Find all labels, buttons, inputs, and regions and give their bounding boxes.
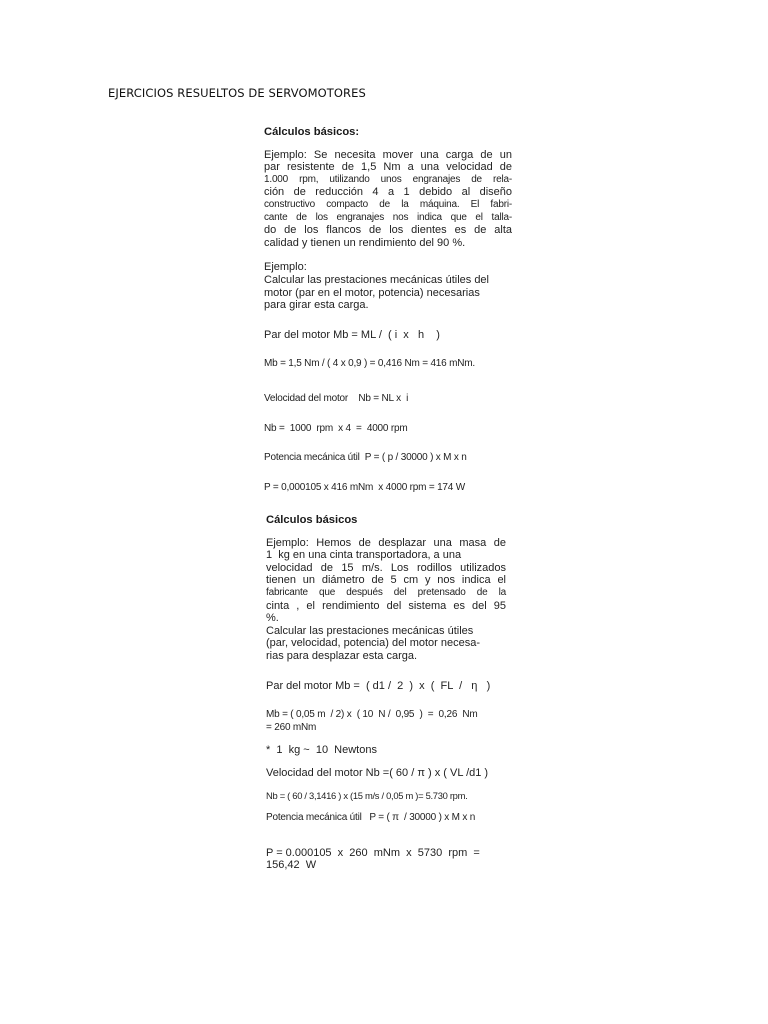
example-paragraph — [264, 149, 512, 250]
text-line: Calcular las prestaciones mecánicas útiles del — [264, 273, 489, 286]
formula-line: Velocidad del motor Nb = NL x i — [264, 392, 409, 404]
formula-line: = 260 mNm — [266, 721, 317, 733]
text-line: 1.000 rpm, utilizando unos engranajes de rela- — [264, 173, 512, 185]
text-line: ción de reducción 4 a 1 debido al diseño — [264, 186, 512, 199]
formula-line: Velocidad del motor Nb =( 60 / π ) x ( VL /d1 ) — [266, 766, 489, 779]
formula-line: Par del motor Mb = ML / ( i x h ) — [264, 328, 440, 341]
formula-line: 156,42 W — [266, 859, 317, 872]
text-line: do de los flancos de los dientes es de alta — [264, 224, 512, 237]
formula-line: P = 0,000105 x 416 mNm x 4000 rpm = 174 W — [264, 481, 465, 493]
calculation-section-1 — [264, 126, 512, 494]
text-line: velocidad de 15 m/s. Los rodillos utilizados — [266, 561, 506, 574]
formula-line: P = 0.000105 x 260 mNm x 5730 rpm = — [266, 846, 480, 859]
formula-line: Potencia mecánica útil P = ( π / 30000 ) x M x n — [266, 812, 476, 824]
text-line: cinta , el rendimiento del sistema es del 95 — [266, 599, 506, 612]
text-line: Ejemplo: — [264, 261, 307, 274]
text-line: tienen un diámetro de 5 cm y nos indica el — [266, 574, 506, 587]
text-line: Ejemplo: Hemos de desplazar una masa de — [266, 536, 506, 549]
section-heading: Cálculos básicos — [266, 514, 358, 526]
formula-line: Mb = 1,5 Nm / ( 4 x 0,9 ) = 0,416 Nm = 416 mNm. — [264, 358, 475, 370]
task-paragraph — [264, 261, 512, 311]
text-line: para girar esta carga. — [264, 299, 369, 312]
note-line: * 1 kg ~ 10 Newtons — [266, 744, 377, 757]
text-line: motor (par en el motor, potencia) necesarias — [264, 286, 480, 299]
page-title: EJERCICIOS RESUELTOS DE SERVOMOTORES — [108, 86, 366, 100]
text-line: fabricante que después del pretensado de la — [266, 586, 506, 598]
text-line: 1 kg en una cinta transportadora, a una — [266, 549, 462, 562]
formula-line: Nb = 1000 rpm x 4 = 4000 rpm — [264, 422, 408, 434]
formula-line: Par del motor Mb = ( d1 / 2 ) x ( FL / η ) — [266, 679, 491, 692]
section-heading: Cálculos básicos: — [264, 126, 360, 138]
text-line: calidad y tienen un rendimiento del 90 %. — [264, 236, 466, 249]
calculation-section-2 — [266, 514, 506, 872]
text-line: Ejemplo: Se necesita mover una carga de un — [264, 148, 512, 161]
formula-line: Potencia mecánica útil P = ( p / 30000 ) x M x n — [264, 452, 467, 464]
text-line: cante de los engranajes nos indica que el talla- — [264, 211, 512, 223]
example-paragraph — [266, 537, 506, 663]
formula-line: Mb = ( 0,05 m / 2) x ( 10 N / 0,95 ) = 0,26 Nm — [266, 709, 478, 721]
text-line: constructivo compacto de la máquina. El fabri- — [264, 198, 512, 210]
text-line: %. — [266, 612, 279, 625]
text-line: (par, velocidad, potencia) del motor necesa- — [266, 637, 481, 650]
text-line: par resistente de 1,5 Nm a una velocidad de — [264, 161, 512, 174]
text-line: Calcular las prestaciones mecánicas útiles — [266, 624, 474, 637]
text-line: rias para desplazar esta carga. — [266, 649, 418, 662]
formula-line: Nb = ( 60 / 3,1416 ) x (15 m/s / 0,05 m )= 5.730 rpm. — [266, 789, 468, 801]
